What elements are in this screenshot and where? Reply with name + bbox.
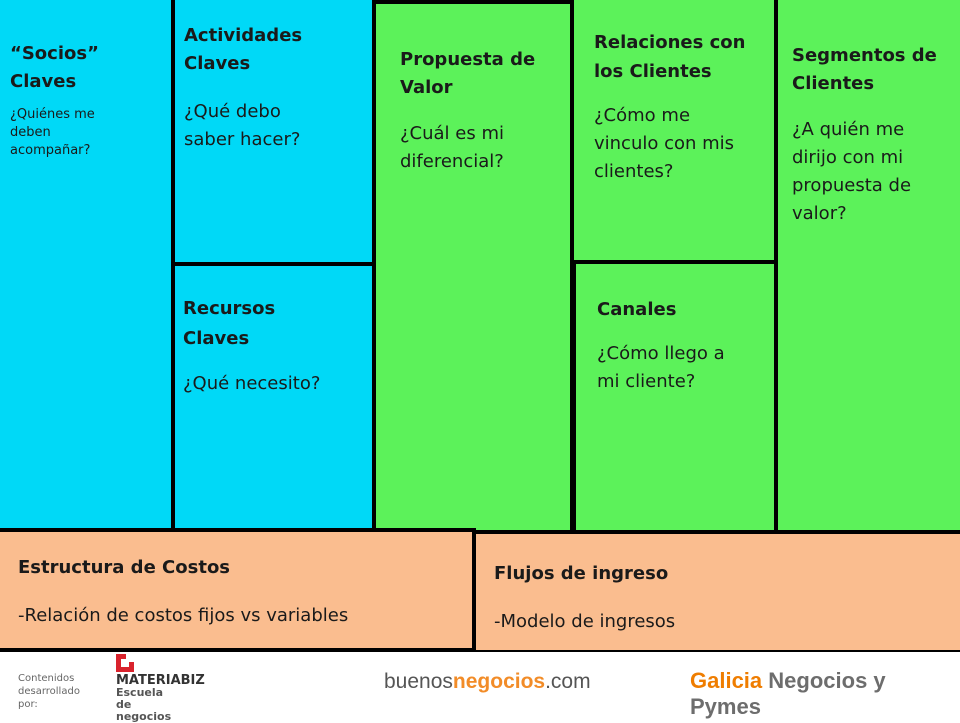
galicia-part2: Negocios y Pymes (690, 668, 886, 719)
actividades-text (184, 22, 334, 154)
buenosnegocios-part2: negocios (452, 670, 546, 693)
materiabiz-name: MATERIABIZ (116, 673, 205, 688)
block-segmentos-clientes (774, 0, 960, 534)
relaciones-text (594, 28, 764, 186)
buenosnegocios-logo (384, 670, 591, 694)
canales-text (597, 296, 767, 396)
recursos-question: ¿Qué necesito? (183, 373, 321, 394)
galicia-part1: Galicia (690, 668, 763, 693)
materiabiz-icon (116, 654, 134, 672)
canales-question: ¿Cómo llego a mi cliente? (597, 343, 725, 392)
buenosnegocios-part1: buenos (384, 670, 453, 693)
actividades-question: ¿Qué debo saber hacer? (184, 101, 301, 150)
actividades-title: Actividades Claves (184, 25, 303, 74)
propuesta-question: ¿Cuál es mi diferencial? (400, 123, 504, 172)
costos-question: -Relación de costos fijos vs variables (18, 605, 349, 626)
materiabiz-logo (116, 652, 236, 723)
ingresos-text (494, 560, 934, 636)
relaciones-title: Relaciones con los Clientes (594, 32, 746, 82)
socios-text (10, 40, 160, 160)
ingresos-question: -Modelo de ingresos (494, 611, 676, 632)
materiabiz-sub: Escuela de negocios (116, 686, 172, 723)
block-canales (572, 260, 778, 534)
block-propuesta-de-valor (372, 0, 574, 534)
relaciones-question: ¿Cómo me vinculo con mis clientes? (594, 105, 735, 182)
segmentos-question: ¿A quién me dirijo con mi propuesta de valor? (792, 119, 912, 224)
recursos-text (183, 294, 363, 398)
block-actividades-claves (171, 0, 376, 268)
recursos-title: Recursos Claves (183, 298, 276, 349)
block-recursos-claves (171, 262, 376, 532)
propuesta-text (400, 46, 560, 176)
block-socios-claves (0, 0, 175, 532)
footer (0, 652, 960, 723)
propuesta-title: Propuesta de Valor (400, 49, 536, 98)
segmentos-text (792, 42, 942, 228)
galicia-logo (690, 668, 960, 720)
block-flujos-ingreso (472, 530, 960, 654)
costos-title: Estructura de Costos (18, 557, 231, 578)
socios-title: “Socios” Claves (10, 43, 99, 92)
contenidos-label: Contenidos desarrollado por: (18, 673, 80, 710)
buenosnegocios-part3: .com (545, 670, 591, 693)
ingresos-title: Flujos de ingreso (494, 563, 669, 584)
socios-question: ¿Quiénes me deben acompañar? (10, 107, 95, 158)
costos-text (18, 554, 458, 630)
segmentos-title: Segmentos de Clientes (792, 45, 937, 94)
block-relaciones-clientes (570, 0, 778, 266)
canales-title: Canales (597, 299, 677, 320)
block-estructura-costos (0, 528, 476, 652)
